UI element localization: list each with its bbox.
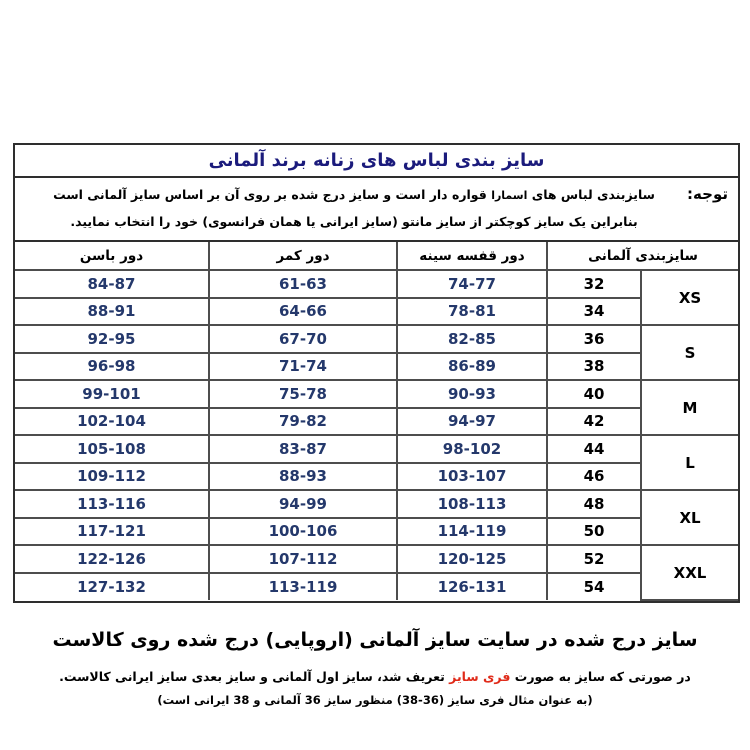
german-size-cell: 50 [547, 518, 641, 546]
footer-line-3: (به عنوان مثال فری سایز (36-38) منظور سایز 36 آلمانی و 38 ایرانی است) [157, 692, 593, 707]
size-group-cell: XXL [641, 545, 738, 600]
note-box [15, 178, 738, 242]
german-size-cell: 44 [547, 435, 641, 463]
hip-range-cell: 113-116 [15, 490, 209, 518]
chest-range-cell: 114-119 [397, 518, 547, 546]
waist-range-cell: 79-82 [209, 408, 397, 436]
waist-range-cell: 88-93 [209, 463, 397, 491]
table-row [15, 325, 738, 353]
hip-range-cell: 117-121 [15, 518, 209, 546]
chest-range-cell: 94-97 [397, 408, 547, 436]
chest-range-cell: 126-131 [397, 573, 547, 601]
note-line-1 [21, 182, 687, 209]
chest-range-cell: 120-125 [397, 545, 547, 573]
waist-range-cell: 61-63 [209, 270, 397, 298]
chest-range-cell: 90-93 [397, 380, 547, 408]
hip-range-cell: 105-108 [15, 435, 209, 463]
hip-range-cell: 99-101 [15, 380, 209, 408]
table-row [15, 490, 738, 518]
german-size-cell: 38 [547, 353, 641, 381]
column-header-waist: دور کمر [209, 242, 397, 270]
chest-range-cell: 78-81 [397, 298, 547, 326]
german-size-cell: 54 [547, 573, 641, 601]
waist-range-cell: 107-112 [209, 545, 397, 573]
size-chart-table-frame [13, 143, 740, 603]
note-line1-post: قواره دار است و سایز درج شده بر روی آن بر اساس سایز آلمانی است [53, 187, 492, 202]
table-row [15, 270, 738, 298]
footer-line2-post: تعریف شد، سایز اول آلمانی و سایز بعدی سایز ایرانی کالاست. [59, 668, 450, 684]
hip-range-cell: 92-95 [15, 325, 209, 353]
waist-range-cell: 100-106 [209, 518, 397, 546]
table-row [15, 298, 738, 326]
hip-range-cell: 102-104 [15, 408, 209, 436]
waist-range-cell: 83-87 [209, 435, 397, 463]
chest-range-cell: 82-85 [397, 325, 547, 353]
chest-range-cell: 86-89 [397, 353, 547, 381]
size-group-cell: M [641, 380, 738, 435]
footer-line2-pre: در صورتی که سایز به صورت [510, 668, 691, 684]
hip-range-cell: 84-87 [15, 270, 209, 298]
note-label: توجه: [687, 185, 728, 203]
size-group-cell: XL [641, 490, 738, 545]
german-size-cell: 42 [547, 408, 641, 436]
column-header-german-sizing: سایزبندی آلمانی [547, 242, 738, 270]
table-row [15, 518, 738, 546]
table-row [15, 463, 738, 491]
footer-line-1: سایز درج شده در سایت سایز آلمانی (اروپایی) درج شده روی کالاست [52, 629, 698, 651]
footer-notes [0, 622, 750, 707]
chest-range-cell: 98-102 [397, 435, 547, 463]
size-table-body [15, 270, 738, 600]
waist-range-cell: 71-74 [209, 353, 397, 381]
column-header-chest: دور قفسه سینه [397, 242, 547, 270]
hip-range-cell: 96-98 [15, 353, 209, 381]
note-text [21, 182, 687, 236]
hip-range-cell: 127-132 [15, 573, 209, 601]
column-header-hip: دور باسن [15, 242, 209, 270]
hip-range-cell: 109-112 [15, 463, 209, 491]
waist-range-cell: 75-78 [209, 380, 397, 408]
size-group-cell: XS [641, 270, 738, 325]
size-group-cell: S [641, 325, 738, 380]
footer-line-2 [0, 669, 750, 684]
table-row [15, 353, 738, 381]
waist-range-cell: 94-99 [209, 490, 397, 518]
waist-range-cell: 113-119 [209, 573, 397, 601]
free-size-highlight: فری سایز [449, 668, 511, 684]
table-row [15, 435, 738, 463]
table-row [15, 573, 738, 601]
chest-range-cell: 108-113 [397, 490, 547, 518]
german-size-cell: 40 [547, 380, 641, 408]
chest-range-cell: 103-107 [397, 463, 547, 491]
note-line-2: بنابراین یک سایز کوچکتر از سایز مانتو (سایز ایرانی یا همان فرانسوی) خود را انتخاب نمایید. [70, 213, 638, 229]
chart-title: سایز بندی لباس های زنانه برند آلمانی [15, 145, 738, 178]
hip-range-cell: 88-91 [15, 298, 209, 326]
german-size-cell: 48 [547, 490, 641, 518]
brand-name: اسمارا [491, 189, 528, 202]
german-size-cell: 46 [547, 463, 641, 491]
table-row [15, 408, 738, 436]
table-row [15, 380, 738, 408]
chest-range-cell: 74-77 [397, 270, 547, 298]
waist-range-cell: 67-70 [209, 325, 397, 353]
german-size-cell: 52 [547, 545, 641, 573]
german-size-cell: 34 [547, 298, 641, 326]
size-group-cell: L [641, 435, 738, 490]
note-line1-pre: سایزبندی لباس های [527, 187, 655, 202]
waist-range-cell: 64-66 [209, 298, 397, 326]
hip-range-cell: 122-126 [15, 545, 209, 573]
german-size-cell: 32 [547, 270, 641, 298]
table-row [15, 545, 738, 573]
size-table [15, 242, 738, 601]
german-size-cell: 36 [547, 325, 641, 353]
header-row [15, 242, 738, 270]
